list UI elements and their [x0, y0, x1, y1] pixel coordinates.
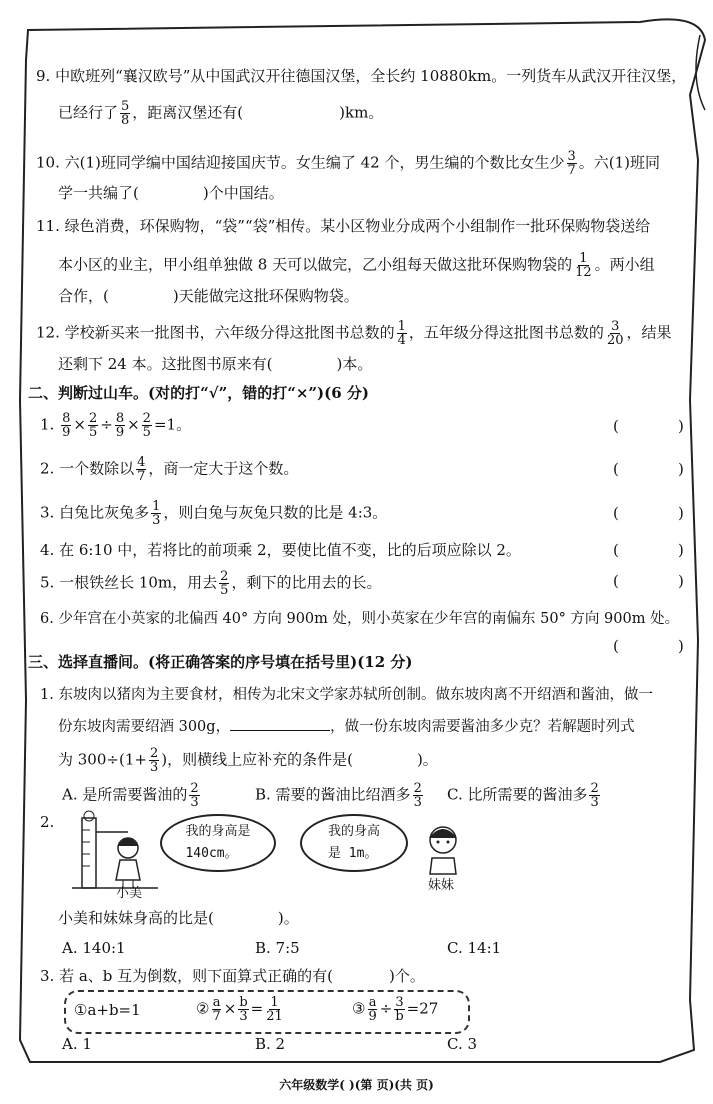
fraction: $\frac{5}{8}$: [121, 99, 130, 128]
choice-q2-question: 小美和妹妹身高的比是( )。: [58, 909, 299, 927]
name-xiaomei: 小美: [116, 886, 143, 901]
q10-line1: 10. 六(1)班同学编中国结迎接国庆节。女生编了 42 个，男生编的个数比女生少 $\frac{3}{7}$ 。六(1)班同: [36, 149, 661, 178]
judge-q1: 1. $\frac{8}{9}$ × $\frac{2}{5}$ ÷ $\frac{8}{9}$ × $\frac{2}{5}$ =1。: [40, 411, 192, 440]
q11-line1: 11. 绿色消费，环保购物，“袋”“袋”相传。某小区物业分成两个小组制作一批环保购物袋送给: [36, 217, 651, 235]
speech-bubble-meimei: 我的身高 是 1m。: [300, 814, 408, 872]
q9-text: )km。: [339, 103, 384, 122]
choice-q1-optA[interactable]: A. 是所需要酱油的 $\frac{2}{3}$: [62, 781, 199, 810]
choice-q1-line2: 份东坡肉需要绍酒 300g， ，做一份东坡肉需要酱油多少克？若解题时列式: [58, 716, 635, 737]
page-footer: 六年级数学( )(第 页)(共 页): [279, 1078, 434, 1092]
q9-line1: 9. 中欧班列“襄汉欧号”从中国武汉开往德国汉堡，全长约 10880km。一列货车从武汉开往汉堡，: [36, 67, 687, 85]
judge-q3: 3. 白兔比灰兔多 $\frac{1}{3}$ ，则白兔与灰兔只数的比是 4:3。: [40, 499, 388, 528]
q9-text: ，距离汉堡还有(: [132, 103, 244, 122]
judge-q2: 2. 一个数除以 $\frac{4}{7}$ ，商一定大于这个数。: [40, 455, 299, 484]
fraction: $\frac{1}{4}$: [397, 319, 406, 348]
choice-q2-number: 2.: [40, 813, 55, 831]
fraction: $\frac{3}{20}$: [606, 319, 624, 348]
exam-page: 9. 中欧班列“襄汉欧号”从中国武汉开往德国汉堡，全长约 10880km。一列货车从武汉开往汉堡， 已经行了 $\frac{5}{8}$ ，距离汉堡还有( )km。 10. 六(1)班同学编中国结迎接国庆节。女生编了 42 个，男生编的个数比女生少 $\frac{3}{7}$ 。六(1)班同 学一共编了( )个中国结。 11. 绿色消费，环保购物，“袋”“袋”相传。某小区物业分成两个小组制作一批环保购物袋送给 本小区的业主，甲小组单独做 8 天可以做完，乙小组每天做这批环保购物袋的 $\frac{1}{12}$ 。两小组 合作，( )天能做完这批环保购物袋。 12. 学校新买来一批图书，六年级分得这批图书总数的 $\frac{1}{4}$ ，五年级分得这批图书总数的 $\frac{3}{20}$ ，结果 还剩下 24 本。这批图书原来有( )本。 二、判断过山车。(对的打“√”，错的打“×”)(6 分) 1. $\frac{8}{9}$ × $\frac{2}{5}$ ÷ $\frac{8}{9}$ × $\frac{2}{5}$ =1。 2. 一个数除以 $\frac{4}{7}$ ，商一定大于这个数。 3. 白兔比灰兔多 $\frac{1}{3}$ ，则白兔与灰兔只数的比是 4:3。 4. 在 6:10 中，若将比的前项乘 2，要使比值不变，比的后项应除以 2。 5. 一根铁丝长 10m，用去 $\frac{2}{5}$ ，剩下的比用去的长。 6. 少年宫在小英家的北偏西 40° 方向 900m 处，则小英家在少年宫的南偏东 50° 方向 900m 处。 ( ) ( ) ( ) ( ) ( ) ( ) 三、选择直播间。(将正确答案的序号填在括号里)(12 分) 1. 东坡肉以猪肉为主要食材，相传为北宋文学家苏轼所创制。做东坡肉离不开绍酒和酱油，做一 份东坡肉需要绍酒 300g， ，做一份东坡肉需要酱油多少克？若解题时列式 为 300÷(1+ $\frac{2}{3}$ )，则横线上应补充的条件是( )。 A. 是所需要酱油的 $\frac{2}{3}$ B. 需要的酱油比绍酒多 $\frac{2}{3}$ C. 比所需要的酱油多 $\frac{2}{3}$ 2. 小美 我的身高是 140cm。 我的身高 是 1m。 妹妹 小美和妹妹身高的比是( )。 A. 140:1 B. 7:5 C. 14:1 3. 若 a、b 互为倒数，则下面算式正确的有( )个。 ①a+b=1 ② $\frac{a}{7}$ × $\frac{b}{3}$ = $\frac{1}{21}$ ③ $\frac{a}{9}$ ÷ $\frac{3}{b}$ =27 A. 1 B. 2 C. 3 六年级数学( )(第 页)(共 页): [0, 0, 713, 1104]
name-meimei: 妹妹: [428, 878, 455, 893]
choice-q3-optB[interactable]: B. 2: [255, 1035, 286, 1053]
choice-q1-optB[interactable]: B. 需要的酱油比绍酒多 $\frac{2}{3}$: [255, 781, 422, 810]
choice-q1-line3: 为 300÷(1+ $\frac{2}{3}$ )，则横线上应补充的条件是( )。: [58, 746, 438, 775]
choice-q3-question: 3. 若 a、b 互为倒数，则下面算式正确的有( )个。: [40, 967, 425, 985]
speech-bubble-xiaomei: 我的身高是 140cm。: [160, 814, 276, 872]
choice-q2-optA[interactable]: A. 140:1: [62, 939, 126, 957]
judge-q4: 4. 在 6:10 中，若将比的前项乘 2，要使比值不变，比的后项应除以 2。: [40, 541, 521, 559]
choice-q1-optC[interactable]: C. 比所需要的酱油多 $\frac{2}{3}$: [447, 781, 599, 810]
q9-line2: [58, 100, 383, 127]
little-sister-illustration: [418, 818, 468, 876]
expression-1: ①a+b=1: [74, 1001, 141, 1019]
fraction: $\frac{3}{7}$: [567, 149, 576, 178]
fraction: $\frac{1}{12}$: [575, 251, 592, 280]
q11-line2: 本小区的业主，甲小组单独做 8 天可以做完，乙小组每天做这批环保购物袋的 $\frac{1}{12}$ 。两小组: [58, 251, 655, 280]
choice-q2-optC[interactable]: C. 14:1: [447, 939, 502, 957]
q12-line2: 还剩下 24 本。这批图书原来有( )本。: [58, 355, 373, 373]
choice-q3-optA[interactable]: A. 1: [62, 1035, 92, 1053]
judge-q5: 5. 一根铁丝长 10m，用去 $\frac{2}{5}$ ，剩下的比用去的长。: [40, 569, 382, 598]
choice-q3-optC[interactable]: C. 3: [447, 1035, 478, 1053]
q11-line3: 合作，( )天能做完这批环保购物袋。: [58, 287, 359, 305]
section3-heading: 三、选择直播间。(将正确答案的序号填在括号里)(12 分): [28, 653, 413, 671]
q9-text: 已经行了: [58, 103, 119, 122]
choice-q1-line1: 1. 东坡肉以猪肉为主要食材，相传为北宋文学家苏轼所创制。做东坡肉离不开绍酒和酱油，做一: [40, 687, 653, 703]
fill-line[interactable]: [230, 716, 330, 731]
section2-heading: 二、判断过山车。(对的打“√”，错的打“×”)(6 分): [28, 384, 369, 402]
q12-line1: 12. 学校新买来一批图书，六年级分得这批图书总数的 $\frac{1}{4}$ ，五年级分得这批图书总数的 $\frac{3}{20}$ ，结果: [36, 319, 672, 348]
expression-3: ③ $\frac{a}{9}$ ÷ $\frac{3}{b}$ =27: [352, 995, 439, 1024]
choice-q2-optB[interactable]: B. 7:5: [255, 939, 300, 957]
q10-line2: 学一共编了( )个中国结。: [58, 184, 284, 202]
expression-2: ② $\frac{a}{7}$ × $\frac{b}{3}$ = $\frac{1}{21}$: [196, 995, 283, 1024]
girl-height-illustration: [70, 810, 160, 900]
judge-q6: 6. 少年宫在小英家的北偏西 40° 方向 900m 处，则小英家在少年宫的南偏东 50° 方向 900m 处。: [40, 611, 680, 627]
